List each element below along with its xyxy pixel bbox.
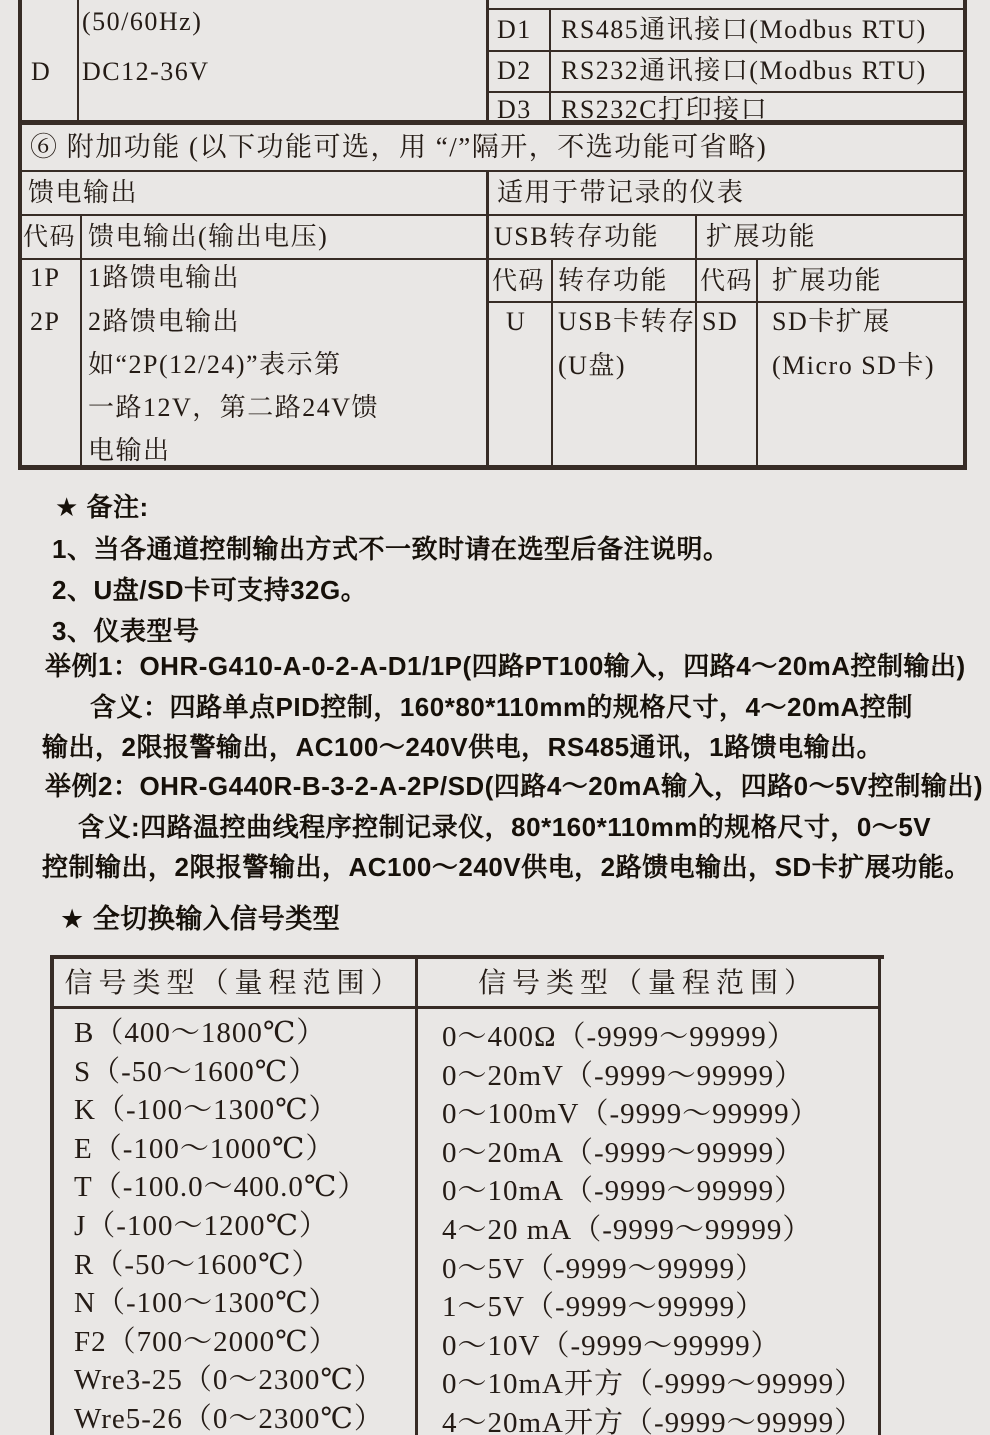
note-example-line: 含义：四路单点PID控制，160*80*110mm的规格尺寸，4～20mA控制 <box>90 692 913 722</box>
usb-desc-line: (U盘) <box>558 351 627 380</box>
feed-output-header: 馈电输出 <box>28 178 139 207</box>
border-line <box>878 955 881 1435</box>
comm-code: D3 <box>497 95 532 124</box>
signal-item: J（-100～1200℃） <box>74 1209 329 1242</box>
signal-item: 0～20mA（-9999～99999） <box>442 1136 805 1169</box>
note-example-line: 举例2：OHR-G440R-B-3-2-A-2P/SD(四路4～20mA输入，四路0～5V控制输出) <box>45 771 984 801</box>
signal-item: 4～20mA开方（-9999～99999） <box>442 1406 865 1435</box>
feed-desc-col-header: 馈电输出(输出电压) <box>88 222 329 251</box>
signal-item: T（-100.0～400.0℃） <box>74 1171 368 1204</box>
signal-list-right <box>442 1018 864 1435</box>
signal-list-left <box>74 1014 384 1435</box>
signal-item: 0～10V（-9999～99999） <box>442 1329 781 1362</box>
power-desc: DC12-36V <box>82 57 210 86</box>
border-line <box>695 216 697 465</box>
border-line <box>50 955 884 959</box>
border-line <box>20 170 964 172</box>
border-line <box>551 260 553 465</box>
border-line <box>963 120 967 470</box>
recorder-header: 适用于带记录的仪表 <box>497 178 745 207</box>
usb-desc-line: USB卡转存 <box>558 307 696 336</box>
signal-item: 1～5V（-9999～99999） <box>442 1291 766 1324</box>
border-line <box>50 955 54 1435</box>
note-example-line: 含义:四路温控曲线程序控制记录仪，80*160*110mm的规格尺寸，0～5V <box>78 812 932 842</box>
border-line <box>549 8 551 125</box>
note-example-line: 输出，2限报警输出，AC100～240V供电，RS485通讯，1路馈电输出。 <box>42 732 884 762</box>
signal-item: Wre5-26（0～2300℃） <box>74 1402 384 1435</box>
border-line <box>486 91 967 93</box>
note-line: 1、当各通道控制输出方式不一致时请在选型后备注说明。 <box>52 534 730 564</box>
ext-code-col-header: 代码 <box>700 268 754 295</box>
ext-desc-line: SD卡扩展 <box>772 307 891 336</box>
signal-item: 0～20mV（-9999～99999） <box>442 1059 805 1092</box>
border-line <box>18 120 22 470</box>
signal-item: B（400～1800℃） <box>74 1017 327 1049</box>
border-line <box>77 0 79 125</box>
note-example-line: 控制输出，2限报警输出，AC100～240V供电，2路馈电输出，SD卡扩展功能。 <box>42 852 971 882</box>
signal-item: 0～10mA（-9999～99999） <box>442 1175 805 1208</box>
signal-item: R（-50～1600℃） <box>74 1248 322 1281</box>
feed-desc-line: 1路馈电输出 <box>88 263 241 292</box>
usb-header: USB转存功能 <box>494 222 660 251</box>
signal-item: N（-100～1300℃） <box>74 1287 339 1320</box>
signal-item: F2（700～2000℃） <box>74 1325 339 1358</box>
signal-item: K（-100～1300℃） <box>74 1094 339 1127</box>
border-line <box>963 0 967 125</box>
ext-code: SD <box>702 307 739 336</box>
signal-item: 0～10mA开方（-9999～99999） <box>442 1368 865 1401</box>
signal-section-title: ★ 全切换输入信号类型 <box>60 904 341 934</box>
signal-item: 4～20 mA（-9999～99999） <box>442 1213 813 1246</box>
signal-item: E（-100～1000℃） <box>74 1132 336 1165</box>
signal-item: S（-50～1600℃） <box>74 1055 319 1088</box>
border-line <box>488 301 964 303</box>
signal-item: 0～400Ω（-9999～99999） <box>442 1021 797 1053</box>
note-line: 2、U盘/SD卡可支持32G。 <box>52 575 368 605</box>
ext-header: 扩展功能 <box>706 222 817 251</box>
signal-header-left: 信号类型（量程范围） <box>64 968 405 999</box>
signal-item: 0～5V（-9999～99999） <box>442 1252 766 1285</box>
border-line <box>20 258 964 260</box>
border-line <box>486 172 489 465</box>
feed-desc-line: 一路12V，第二路24V馈 <box>88 393 380 422</box>
usb-code-col-header: 代码 <box>492 268 546 295</box>
border-line <box>18 0 22 125</box>
border-line <box>486 50 967 52</box>
signal-header-right: 信号类型（量程范围） <box>477 968 818 999</box>
border-line <box>80 216 82 465</box>
feed-desc-line: 电输出 <box>88 436 171 465</box>
usb-func-col-header: 转存功能 <box>558 266 669 295</box>
feed-code-2p: 2P <box>30 307 61 336</box>
feed-code-1p: 1P <box>30 263 61 292</box>
signal-item: 0～100mV（-9999～99999） <box>442 1098 820 1131</box>
note-line: 3、仪表型号 <box>52 616 200 646</box>
comm-desc: RS232通讯接口(Modbus RTU) <box>561 56 927 85</box>
ext-func-col-header: 扩展功能 <box>772 266 883 295</box>
border-line <box>415 955 418 1435</box>
ext-desc-line: (Micro SD卡) <box>772 351 936 380</box>
power-code: D <box>31 57 52 86</box>
power-freq-note: (50/60Hz) <box>82 7 203 36</box>
note-example-line: 举例1：OHR-G410-A-0-2-A-D1/1P(四路PT100输入，四路4～20mA控制输出) <box>45 651 966 681</box>
border-line <box>486 0 489 125</box>
comm-code: D1 <box>497 15 532 44</box>
border-line <box>18 120 967 125</box>
notes-title: ★ 备注: <box>55 492 149 522</box>
comm-desc: RS232C打印接口 <box>561 95 769 124</box>
border-line <box>486 8 967 10</box>
feed-desc-line: 2路馈电输出 <box>88 307 241 336</box>
border-line <box>756 260 758 465</box>
signal-item: Wre3-25（0～2300℃） <box>74 1364 384 1397</box>
comm-code: D2 <box>497 56 532 85</box>
addon-title: ⑥ 附加功能 (以下功能可选，用 “/”隔开，不选功能可省略) <box>30 132 768 162</box>
usb-code: U <box>506 307 527 336</box>
feed-desc-line: 如“2P(12/24)”表示第 <box>88 350 342 379</box>
border-line <box>20 214 964 216</box>
feed-code-col-header: 代码 <box>23 224 77 251</box>
comm-desc: RS485通讯接口(Modbus RTU) <box>561 15 927 44</box>
